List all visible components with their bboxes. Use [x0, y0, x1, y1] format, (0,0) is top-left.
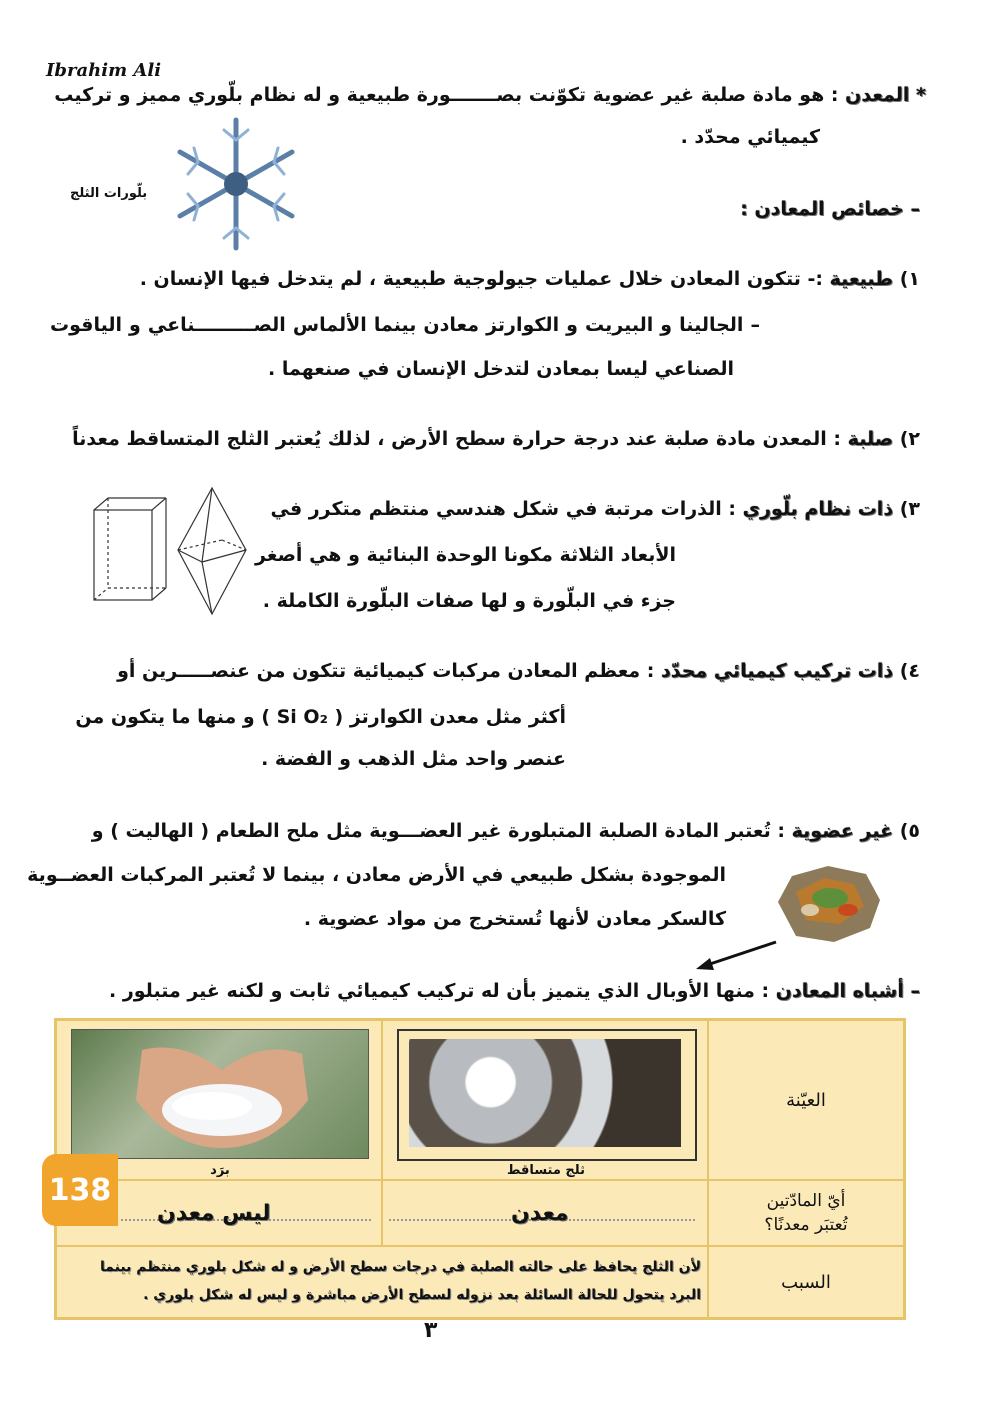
snow-answer: معدن [511, 1201, 569, 1226]
snowflake-image [166, 114, 306, 254]
snow-caption: ثلج متساقط [507, 1163, 585, 1178]
property-2-text: : المعدن مادة صلبة عند درجة حرارة سطح الأرض ، لذلك يُعتبر الثلج المتساقط معدناً [72, 428, 842, 450]
hail-photo [71, 1029, 369, 1159]
cell-reason [56, 1246, 708, 1318]
property-1-term: طبيعية [829, 268, 894, 290]
author-name: Ibrahim Ali [46, 60, 162, 81]
row-label-question [708, 1180, 904, 1246]
crystal-shapes-image [86, 484, 256, 618]
snow-photo [409, 1039, 681, 1147]
property-3-line-2: الأبعاد الثلاثة مكونا الوحدة البنائية و هي أصغر [255, 544, 676, 566]
row-label-question-line-1: أيّ المادّتين [766, 1191, 846, 1211]
property-1-example-2: الصناعي ليسا بمعادن لتدخل الإنسان في صنعهما . [268, 358, 734, 380]
property-3-text: : الذرات مرتبة في شكل هندسي منتظم متكرر في [270, 498, 736, 520]
property-1 [140, 266, 920, 292]
cell-snow-answer [382, 1180, 708, 1246]
property-3-number: ٣) [899, 498, 920, 520]
snow-photo-frame [397, 1029, 697, 1161]
row-label-sample [708, 1020, 904, 1180]
definition-text: : هو مادة صلبة غير عضوية تكوّنت بصـــــــورة طبيعية و له نظام بلّوري مميز و تركيب [54, 84, 839, 106]
property-2 [72, 426, 920, 452]
cell-snow-photo [382, 1020, 708, 1180]
property-4-term: ذات تركيب كيميائي محدّد [661, 660, 894, 682]
property-5-text: : تُعتبر المادة الصلبة المتبلورة غير العضـــوية مثل ملح الطعام ( الهاليت ) و [91, 820, 785, 842]
row-label-question-line-2: تُعتبَر معدنًا؟ [764, 1215, 848, 1235]
reason-line-1: لأن الثلج يحافظ على حالته الصلبة في درجات سطح الأرض و له شكل بلوري منتظم بينما [100, 1259, 701, 1275]
property-4 [117, 658, 920, 684]
snowflake-caption: بلّورات الثلج [70, 186, 148, 201]
property-1-text: :- تتكون المعادن خلال عمليات جيولوجية طبيعية ، لم يتدخل فيها الإنسان . [139, 268, 824, 290]
property-5-term: غير عضوية [791, 820, 894, 842]
property-5-line-3: كالسكر معادن لأنها تُستخرج من مواد عضوية . [303, 908, 726, 930]
row-label-reason [708, 1246, 904, 1318]
property-5 [92, 818, 920, 844]
definition-line-1 [54, 82, 926, 108]
row-label-reason-text: السبب [781, 1271, 831, 1293]
textbook-page-badge: 138 [42, 1154, 118, 1226]
property-4-line-2: أكثر مثل معدن الكوارتز ( Si O₂ ) و منها ما يتكون من [75, 706, 566, 728]
hail-answer: ليس معدن [157, 1201, 271, 1226]
row-label-sample-text: العيّنة [786, 1089, 826, 1111]
property-2-number: ٢) [899, 428, 920, 450]
arrow-icon [690, 938, 780, 974]
property-5-line-2: الموجودة بشكل طبيعي في الأرض معادن ، بينما لا تُعتبر المركبات العضــوية [27, 864, 726, 886]
comparison-table [54, 1018, 906, 1320]
property-5-number: ٥) [899, 820, 920, 842]
page-number: ٣ [424, 1318, 438, 1343]
opal-image [770, 862, 884, 946]
property-4-number: ٤) [899, 660, 920, 682]
properties-heading: – خصائص المعادن : [740, 198, 920, 220]
definition-term: * المعدن [845, 84, 926, 106]
property-4-text: : معظم المعادن مركبات كيميائية تتكون من عنصـــــرين أو [117, 660, 655, 682]
definition-line-2: كيميائي محدّد . [680, 126, 820, 148]
mineraloids [109, 978, 920, 1004]
property-1-number: ١) [899, 268, 920, 290]
property-3-line-3: جزء في البلّورة و لها صفات البلّورة الكاملة . [262, 590, 676, 612]
mineraloids-text: : منها الأوبال الذي يتميز بأن له تركيب كيميائي ثابت و لكنه غير متبلور . [109, 980, 770, 1002]
property-2-term: صلبة [847, 428, 894, 450]
mineraloids-term: – أشباه المعادن [775, 980, 920, 1002]
property-3-term: ذات نظام بلّوري [742, 498, 894, 520]
reason-line-2: البرد يتحول للحالة السائلة بعد نزوله لسطح الأرض مباشرة و ليس له شكل بلوري . [143, 1287, 701, 1303]
property-4-line-3: عنصر واحد مثل الذهب و الفضة . [261, 748, 566, 770]
property-3 [270, 496, 920, 522]
hail-caption: برَد [210, 1163, 230, 1178]
property-1-example-1: – الجالينا و البيريت و الكوارتز معادن بينما الألماس الصـــــــــناعي و الياقوت [50, 314, 760, 336]
